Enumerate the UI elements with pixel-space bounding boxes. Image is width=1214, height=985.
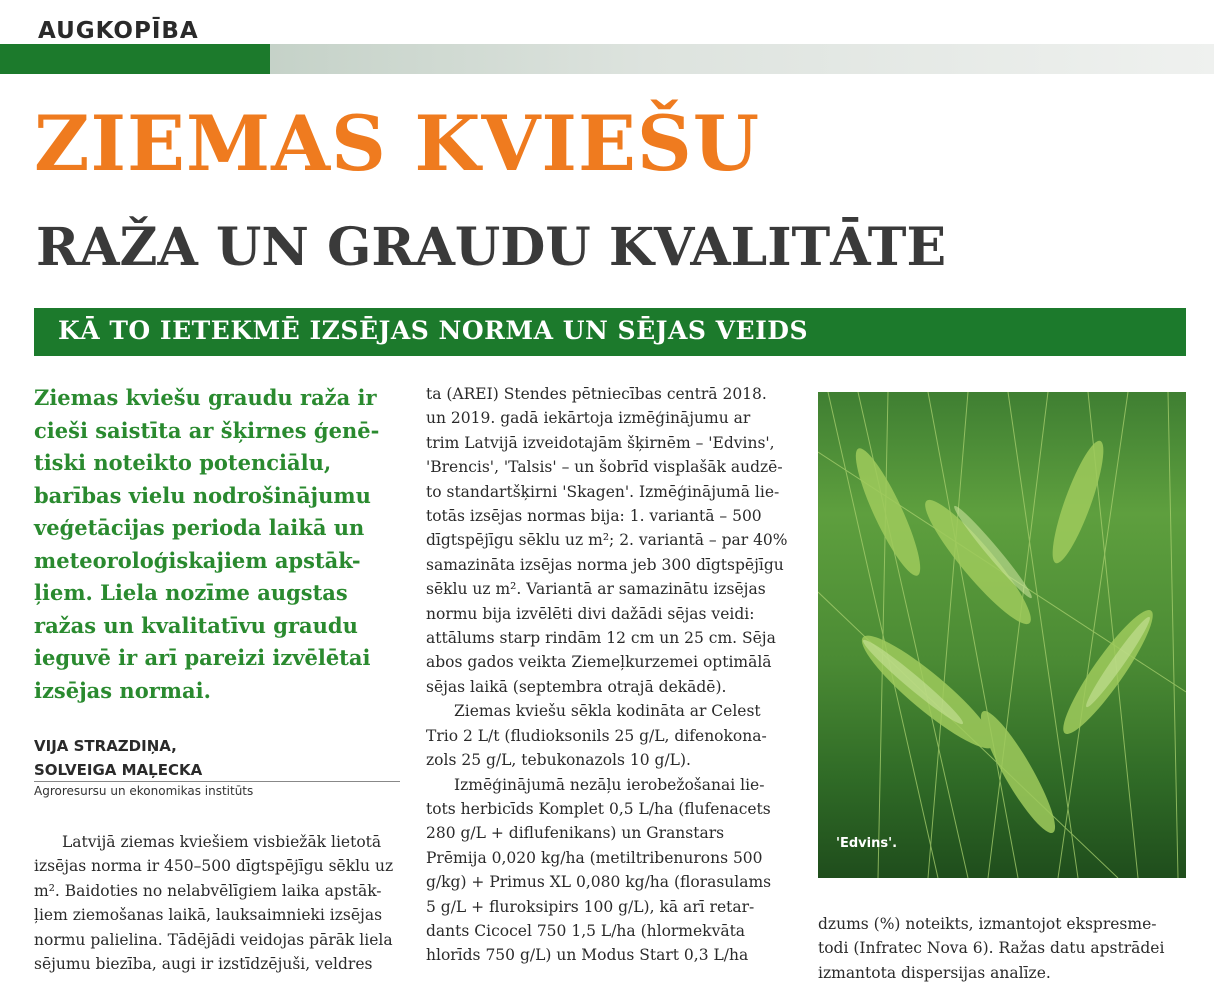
lead-line: Ziemas kviešu graudu raža ir bbox=[34, 385, 377, 410]
body-line: Ziemas kviešu sēkla kodināta ar Celest bbox=[454, 702, 761, 721]
section-label: AUGKOPĪBA bbox=[38, 18, 199, 44]
body-line: 'Brencis', 'Talsis' – un šobrīd visplašāk audzē- bbox=[426, 458, 783, 477]
body-line: sējas laikā (septembra otrajā dekādē). bbox=[426, 677, 727, 696]
wheat-photo bbox=[818, 392, 1186, 878]
body-line: hlorīds 750 g/L) un Modus Start 0,3 L/ha bbox=[426, 946, 749, 965]
body-line: dzums (%) noteikts, izmantojot ekspresme- bbox=[818, 915, 1157, 933]
wheat-illustration bbox=[818, 392, 1186, 878]
author-institute: Agroresursu un ekonomikas institūts bbox=[34, 784, 254, 798]
body-line: sēklu uz m². Variantā ar samazinātu izsējas bbox=[426, 580, 766, 599]
body-column-3 bbox=[818, 912, 1190, 985]
author-name: VIJA STRAZDIŅA, bbox=[34, 737, 177, 755]
body-column-2 bbox=[426, 382, 794, 968]
body-line: dīgtspējīgu sēklu uz m²; 2. variantā – par 40% bbox=[426, 531, 788, 550]
lead-line: cieši saistīta ar šķirnes ģenē- bbox=[34, 417, 380, 443]
body-line: m². Baidoties no nelabvēlīgiem laika apstāk- bbox=[34, 881, 382, 900]
section-bar-fade bbox=[270, 44, 1214, 74]
body-line: Izmēģinājumā nezāļu ierobežošanai lie- bbox=[454, 775, 765, 794]
body-line: tots herbicīds Komplet 0,5 L/ha (flufenacets bbox=[426, 799, 771, 818]
body-line: 5 g/L + fluroksipirs 100 g/L), kā arī retar- bbox=[426, 897, 755, 916]
body-line: Latvijā ziemas kviešiem visbiežāk lietotā bbox=[62, 833, 382, 851]
body-line: ļiem ziemošanas laikā, lauksaimnieki izsējas bbox=[34, 906, 383, 925]
article-subtitle: KĀ TO IETEKMĒ IZSĒJAS NORMA UN SĒJAS VEIDS bbox=[58, 316, 809, 345]
body-line: attālums starp rindām 12 cm un 25 cm. Sēja bbox=[426, 629, 776, 648]
body-line: Prēmija 0,020 kg/ha (metiltribenurons 500 bbox=[426, 848, 763, 867]
authors-divider bbox=[34, 781, 400, 782]
body-line: to standartšķirni 'Skagen'. Izmēģinājumā lie- bbox=[426, 482, 780, 501]
author-name: SOLVEIGA MAĻECKA bbox=[34, 761, 203, 779]
body-line: trim Latvijā izveidotajām šķirnēm – 'Edvins', bbox=[426, 433, 775, 452]
lead-line: ražas un kvalitatīvu graudu bbox=[34, 612, 358, 638]
body-line: g/kg) + Primus XL 0,080 kg/ha (florasulams bbox=[426, 873, 772, 892]
article-title-line2: RAŽA UN GRAUDU KVALITĀTE bbox=[36, 217, 947, 278]
lead-line: barības vielu nodrošinājumu bbox=[34, 482, 371, 508]
body-line: dants Cicocel 750 1,5 L/ha (hlormekvāta bbox=[426, 921, 746, 940]
body-line: Trio 2 L/t (fludioksonils 25 g/L, difenokona- bbox=[426, 726, 767, 745]
body-line: abos gados veikta Ziemeļkurzemei optimālā bbox=[426, 653, 772, 672]
body-line: sējumu biezība, augi ir izstīdzējuši, veldres bbox=[34, 955, 373, 974]
authors bbox=[34, 734, 202, 782]
body-line: 280 g/L + diflufenikans) un Granstars bbox=[426, 824, 725, 843]
body-line: samazināta izsējas norma jeb 300 dīgtspējīgu bbox=[426, 555, 784, 574]
body-line: todi (Infratec Nova 6). Ražas datu apstrādei bbox=[818, 939, 1165, 958]
lead-line: tiski noteikto potenciālu, bbox=[34, 450, 332, 475]
section-bar bbox=[0, 44, 270, 74]
body-line: totās izsējas normas bija: 1. variantā – 500 bbox=[426, 507, 762, 526]
lead-line: veģetācijas perioda laikā un bbox=[34, 515, 365, 540]
photo-caption: 'Edvins'. bbox=[836, 836, 898, 851]
lead-line: izsējas normai. bbox=[34, 677, 211, 703]
body-line: normu palielina. Tādējādi veidojas pārāk liela bbox=[34, 930, 393, 949]
lead-line: ieguvē ir arī pareizi izvēlētai bbox=[34, 645, 371, 670]
lead-paragraph bbox=[34, 382, 406, 707]
body-line: ta (AREI) Stendes pētniecības centrā 2018. bbox=[426, 385, 767, 403]
body-column-1 bbox=[34, 830, 404, 976]
body-line: izsējas norma ir 450–500 dīgtspējīgu sēklu uz bbox=[34, 857, 394, 876]
body-line: izmantota dispersijas analīze. bbox=[818, 963, 1051, 982]
body-line: un 2019. gadā iekārtoja izmēģinājumu ar bbox=[426, 409, 751, 428]
lead-line: meteoroloģiskajiem apstāk- bbox=[34, 547, 361, 573]
lead-line: ļiem. Liela nozīme augstas bbox=[34, 580, 348, 605]
article-title: ZIEMAS KVIEŠU bbox=[34, 99, 761, 188]
body-line: normu bija izvēlēti divi dažādi sējas veidi: bbox=[426, 604, 755, 623]
body-line: zols 25 g/L, tebukonazols 10 g/L). bbox=[426, 751, 691, 770]
